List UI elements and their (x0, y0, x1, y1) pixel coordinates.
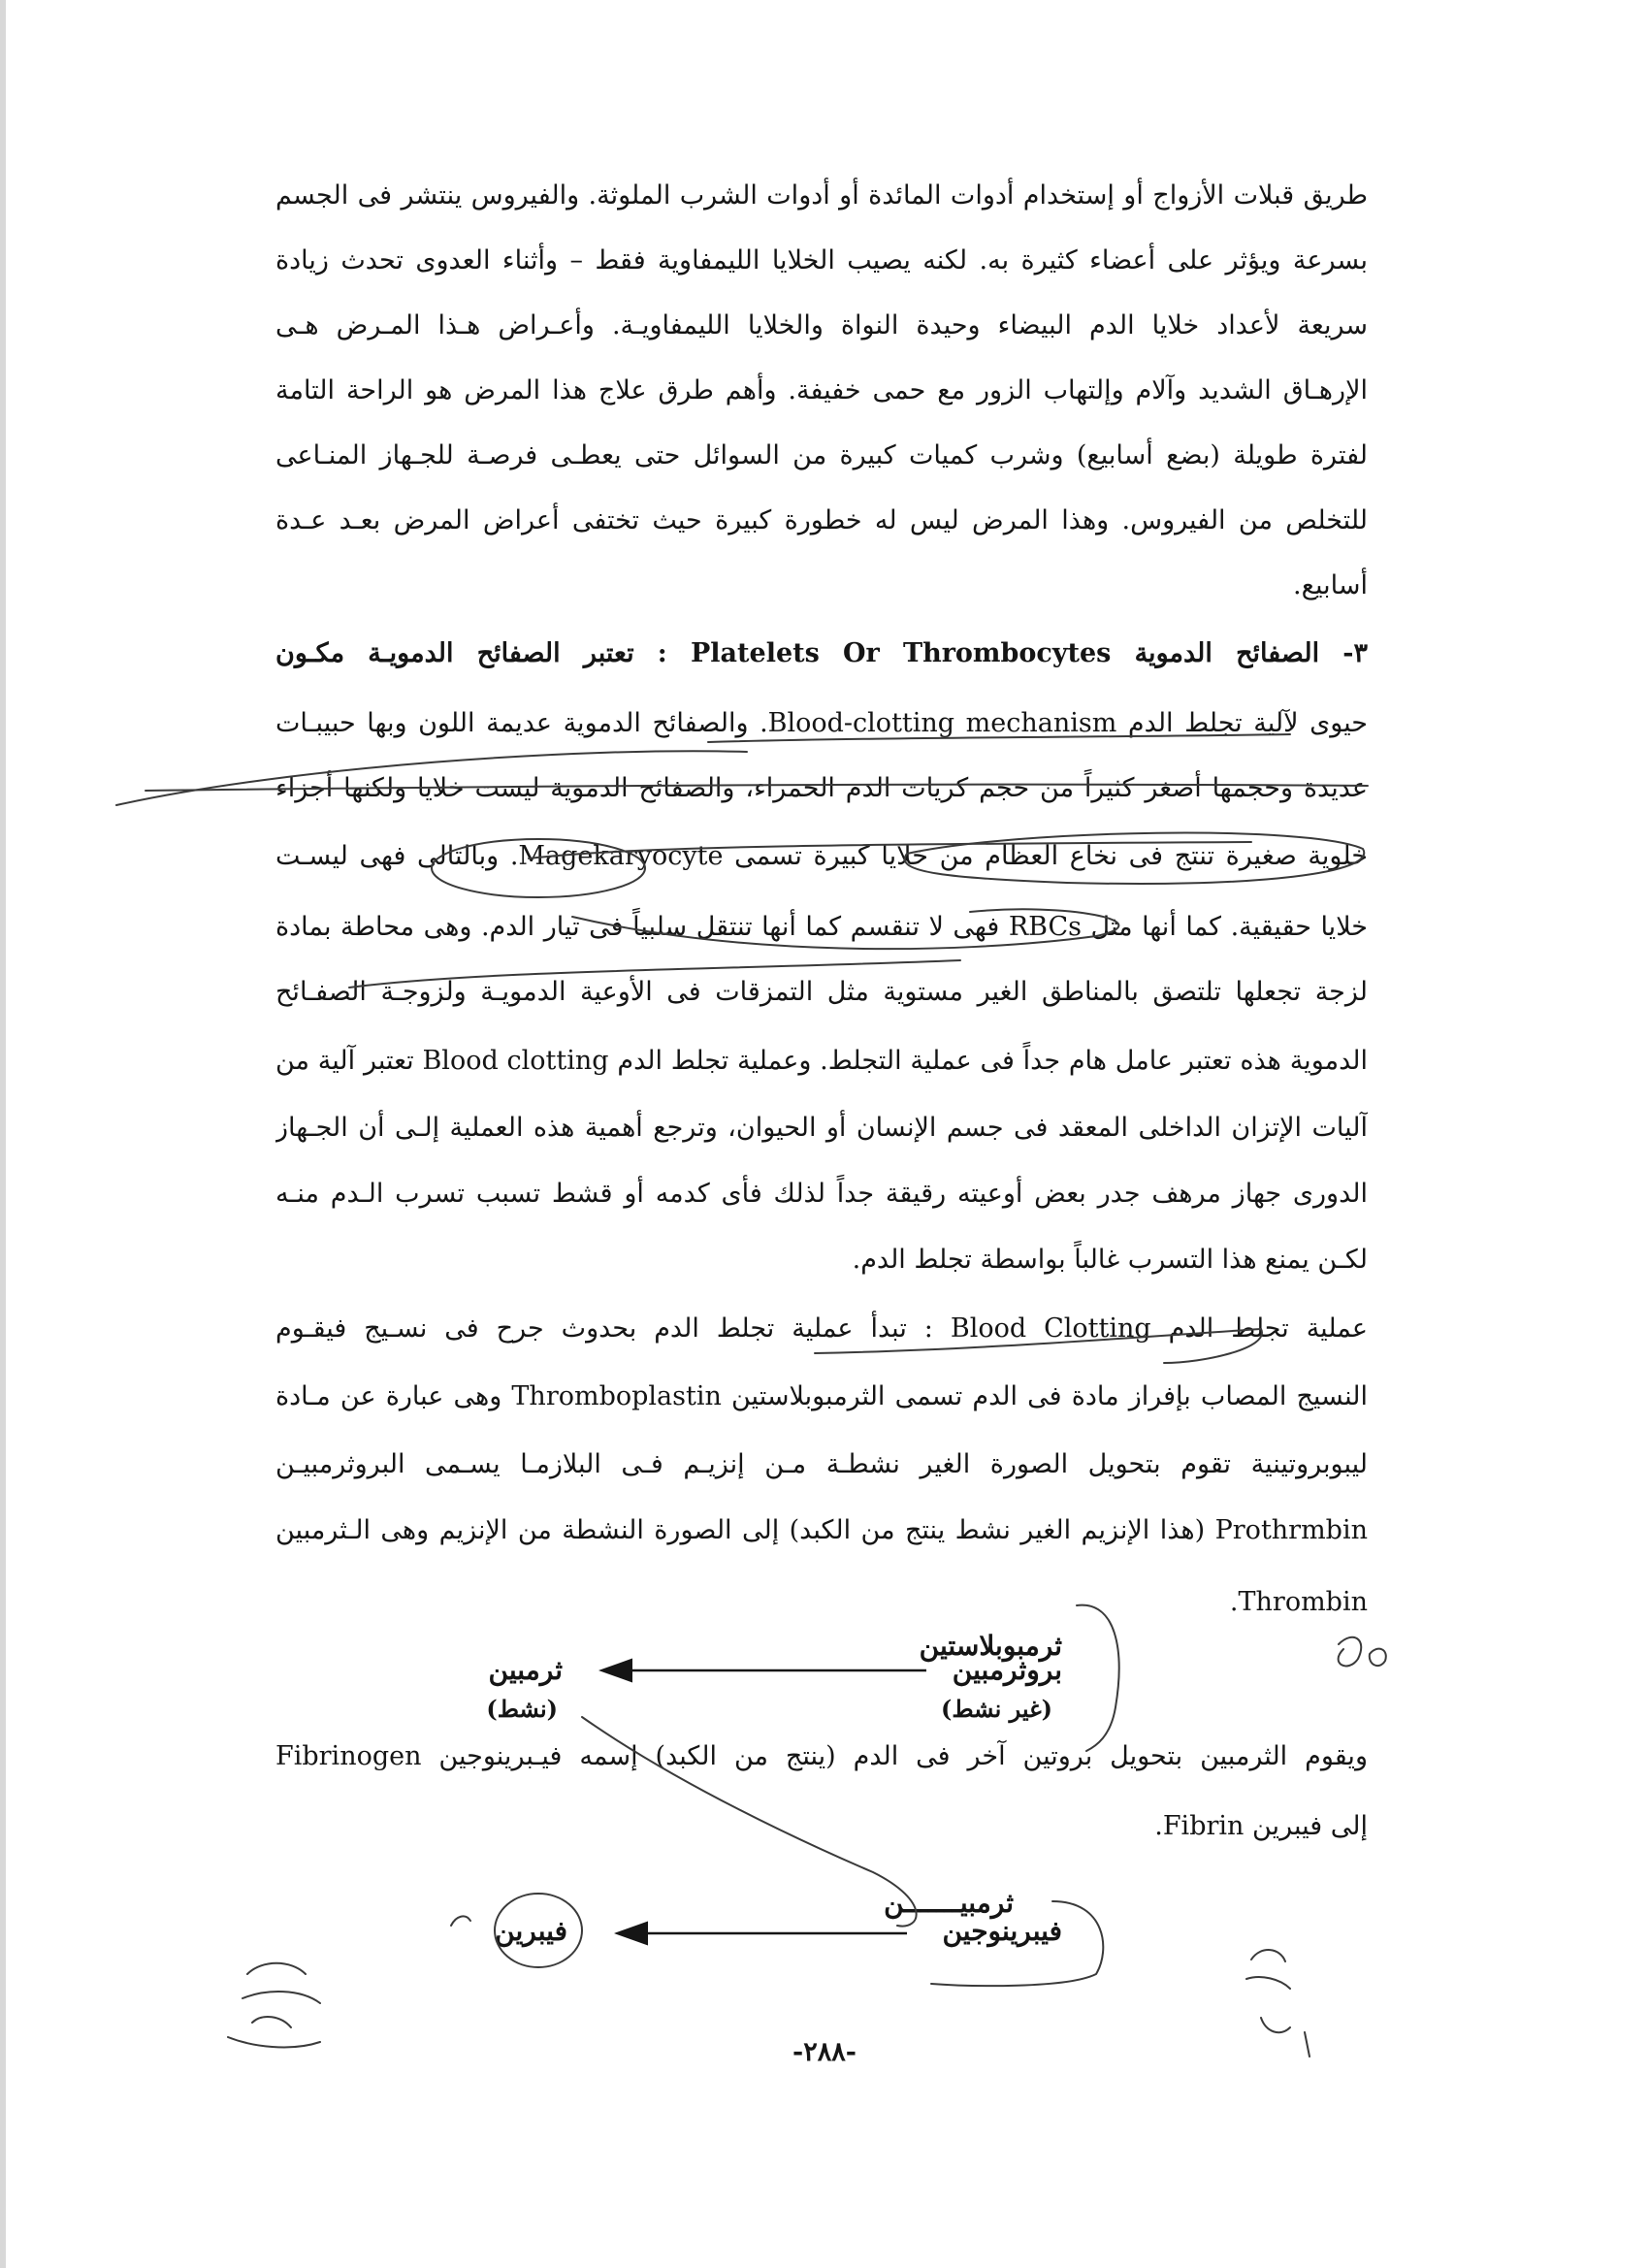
text-line: ليبوبروتينية تقوم بتحويل الصورة الغير نشطـة مـن إنزيـم فـى البلازمـا يسـمى البروثرمبيـن (275, 1449, 1368, 1479)
text-line: سريعة لأعداد خلايا الدم البيضاء وحيدة النواة والخلايا الليمفاويـة. وأعـراض هـذا المـرض هـى (275, 310, 1368, 340)
text-line: للتخلص من الفيروس. وهذا المرض ليس له خطورة كبيرة حيث تختفى أعراض المرض بعـد عـدة (275, 505, 1368, 535)
diagram-enzyme-label: ثرمبوبلاستين (919, 1630, 1062, 1662)
diagram-substrate-label: بروثرمبين (952, 1654, 1062, 1686)
diagram-product-label: ثرمبين (488, 1654, 563, 1686)
text-line: خلوية صغيرة تنتج فى نخاع العظام من خلايا كبيرة تسمى Magekaryocyte. وبالتالى فهى ليسـت (275, 841, 1368, 871)
pen-mark (451, 1916, 470, 1926)
diagram2-enzyme-label: ثرمبيـــــــن (884, 1887, 1014, 1919)
text-line: طريق قبلات الأزواج أو إستخدام أدوات المائدة أو أدوات الشرب الملوثة. والفيروس ينتشر فى الجسم (275, 180, 1368, 211)
margin-scribble (1339, 1637, 1386, 1667)
text-line: Prothrmbin (هذا الإنزيم الغير نشط ينتج من الكبد) إلى الصورة النشطة من الإنزيم وهى الـثرمبين (275, 1515, 1368, 1545)
text-line: الإرهـاق الشديد وآلام وإلتهاب الزور مع حمى خفيفة. وأهم طرق علاج هذا المرض هو الراحة التامة (275, 375, 1368, 405)
section-heading-line: عملية تجلط الدم Blood Clotting : تبدأ عملية تجلط الدم بحدوث جرح فى نسـيج فيقـوم (275, 1313, 1368, 1344)
text-line: أسابيع. (1293, 570, 1368, 600)
diagram2-product-label: فيبرين (495, 1915, 567, 1947)
section-heading-line: ٣- الصفائح الدموية Platelets Or Thrombocytes : تعتبر الصفائح الدمويـة مكـون (275, 638, 1368, 668)
text-line: آليات الإتزان الداخلى المعقد فى جسم الإنسان أو الحيوان، وترجع أهمية هذه العملية إلـى أن الجـهاز (275, 1113, 1368, 1143)
text-line: الدموية هذه تعتبر عامل هام جداً فى عملية التجلط. وعملية تجلط الدم Blood clotting تعتبر آلية من (275, 1046, 1368, 1076)
diagram-product-state: (نشط) (486, 1695, 558, 1723)
text-line: لكـن يمنع هذا التسرب غالباً بواسطة تجلط الدم. (852, 1245, 1368, 1275)
pen-bracket (1077, 1605, 1119, 1751)
text-line: الدورى جهاز مرهف جدر بعض أوعيته رقيقة جداً لذلك فأى كدمه أو قشط تسبب تسرب الـدم منـه (275, 1179, 1368, 1209)
text-line: بسرعة ويؤثر على أعضاء كثيرة به. لكنه يصيب الخلايا الليمفاوية فقط – وأثناء العدوى تحدث زيادة (275, 245, 1368, 275)
scan-edge (0, 0, 6, 2268)
text-line: عديدة وحجمها أصغر كثيراً من حجم كريات الدم الحمراء، والصفائح الدموية ليست خلايا ولكنها أجزاء (275, 773, 1368, 803)
margin-scribble (228, 1963, 320, 2048)
diagram-substrate-state: (غير نشط) (941, 1695, 1052, 1723)
text-line: لزجة تجعلها تلتصق بالمناطق الغير مستوية مثل التمزقات فى الأوعية الدمويـة ولزوجـة الصفـائح (275, 977, 1368, 1007)
text-line: Thrombin. (1229, 1587, 1368, 1617)
text-line: النسيج المصاب بإفراز مادة فى الدم تسمى الثرمبوبلاستين Thromboplastin وهى عبارة عن مـادة (275, 1381, 1368, 1411)
diagram2-substrate-label: فيبرينوجين (942, 1915, 1062, 1947)
text-line: ويقوم الثرمبين بتحويل بروتين آخر فى الدم (ينتج من الكبد) إسمه فيـبرينوجين Fibrinogen (275, 1741, 1368, 1771)
text-line: إلى فيبرين Fibrin. (1154, 1811, 1368, 1841)
page-number: -٢٨٨- (792, 2037, 857, 2067)
text-line: حيوى لآلية تجلط الدم Blood-clotting mechanism. والصفائح الدموية عديمة اللون وبها حبيبـات (275, 708, 1368, 738)
text-line: لفترة طويلة (بضع أسابيع) وشرب كميات كبيرة من السوائل حتى يعطـى فرصـة للجـهاز المنـاعى (275, 440, 1368, 470)
text-line: خلايا حقيقية. كما أنها مثل RBCs فهى لا تنقسم كما أنها تنتقل سلبياً فى تيار الدم. وهى محاطة بمادة (275, 912, 1368, 942)
